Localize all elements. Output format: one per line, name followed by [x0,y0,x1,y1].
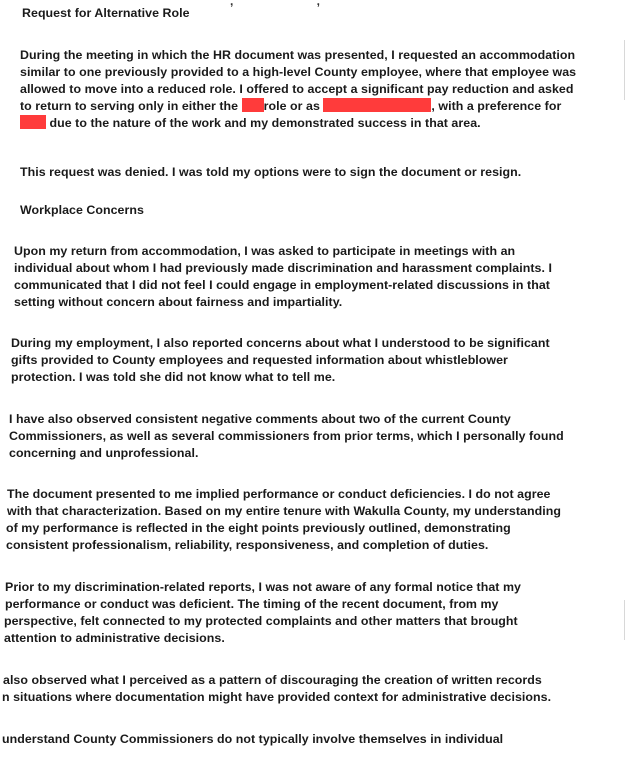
request-line-2: similar to one previously provided to a high-level County employee, where that employee was [20,65,577,79]
para6-line-1: also observed what I perceived as a pattern of discouraging the creation of written records [3,673,542,687]
para1-line-2: individual about whom I had previously made discrimination and harassment complaints. I [14,261,552,275]
para7-line-1: understand County Commissioners do not typically involve themselves in individual [2,732,504,746]
para4-line-4: consistent professionalism, reliability, responsiveness, and completion of duties. [6,538,489,552]
para6-line-2: n situations where documentation might have provided context for administrative decisions. [2,690,552,704]
para3-line-1: I have also observed consistent negative comments about two of the current County [9,412,511,426]
para1-line-3: communicated that I did not feel I could engage in employment-related discussions in that [14,278,550,292]
para4-line-1: The document presented to me implied performance or conduct deficiencies. I do not agree [7,487,551,501]
request-line-5 [20,115,481,131]
para1-line-1: Upon my return from accommodation, I was asked to participate in meetings with an [14,244,516,258]
para5-line-2: performance or conduct was deficient. The timing of the recent document, from my [5,597,499,611]
para5-line-4: attention to administrative decisions. [4,631,225,645]
para2-line-2: gifts provided to County employees and requested information about whistleblower [11,353,508,367]
request-line-4-part-b: role or as [263,99,320,113]
redaction-box [20,115,46,129]
request-line-4 [20,98,561,114]
redaction-box [242,98,264,112]
request-line-1: During the meeting in which the HR document was presented, I requested an accommodation [20,48,576,62]
request-line-4-part-a: to return to serving only in either the [20,99,239,113]
request-line-4-part-c: , with a preference for [431,99,562,113]
para4-line-3: of my performance is reflected in the eight points previously outlined, demonstrating [6,521,511,535]
section-heading-workplace: Workplace Concerns [20,203,144,217]
scan-edge-mark [624,40,625,100]
para1-line-4: setting without concern about fairness and impartiality. [14,295,343,309]
para3-line-2: Commissioners, as well as several commissioners from prior terms, which I personally found [9,429,564,443]
para4-line-2: with that characterization. Based on my entire tenure with Wakulla County, my understanding [7,504,561,518]
section-heading-request: Request for Alternative Role [22,6,190,20]
request-line-3: allowed to move into a reduced role. I offered to accept a significant pay reduction and asked [20,82,574,96]
scan-edge-mark [624,600,625,640]
request-line-5-text: due to the nature of the work and my demonstrated success in that area. [49,116,481,130]
denied-line: This request was denied. I was told my options were to sign the document or resign. [20,165,522,179]
para2-line-3: protection. I was told she did not know what to tell me. [11,370,336,384]
para5-line-1: Prior to my discrimination-related reports, I was not aware of any formal notice that my [5,580,521,594]
para3-line-3: concerning and unprofessional. [9,446,199,460]
redaction-box [323,98,431,112]
top-cutoff-fragment: , , [230,0,361,8]
para5-line-3: perspective, felt connected to my protected complaints and other matters that brought [4,614,518,628]
para2-line-1: During my employment, I also reported concerns about what I understood to be significant [11,336,550,350]
